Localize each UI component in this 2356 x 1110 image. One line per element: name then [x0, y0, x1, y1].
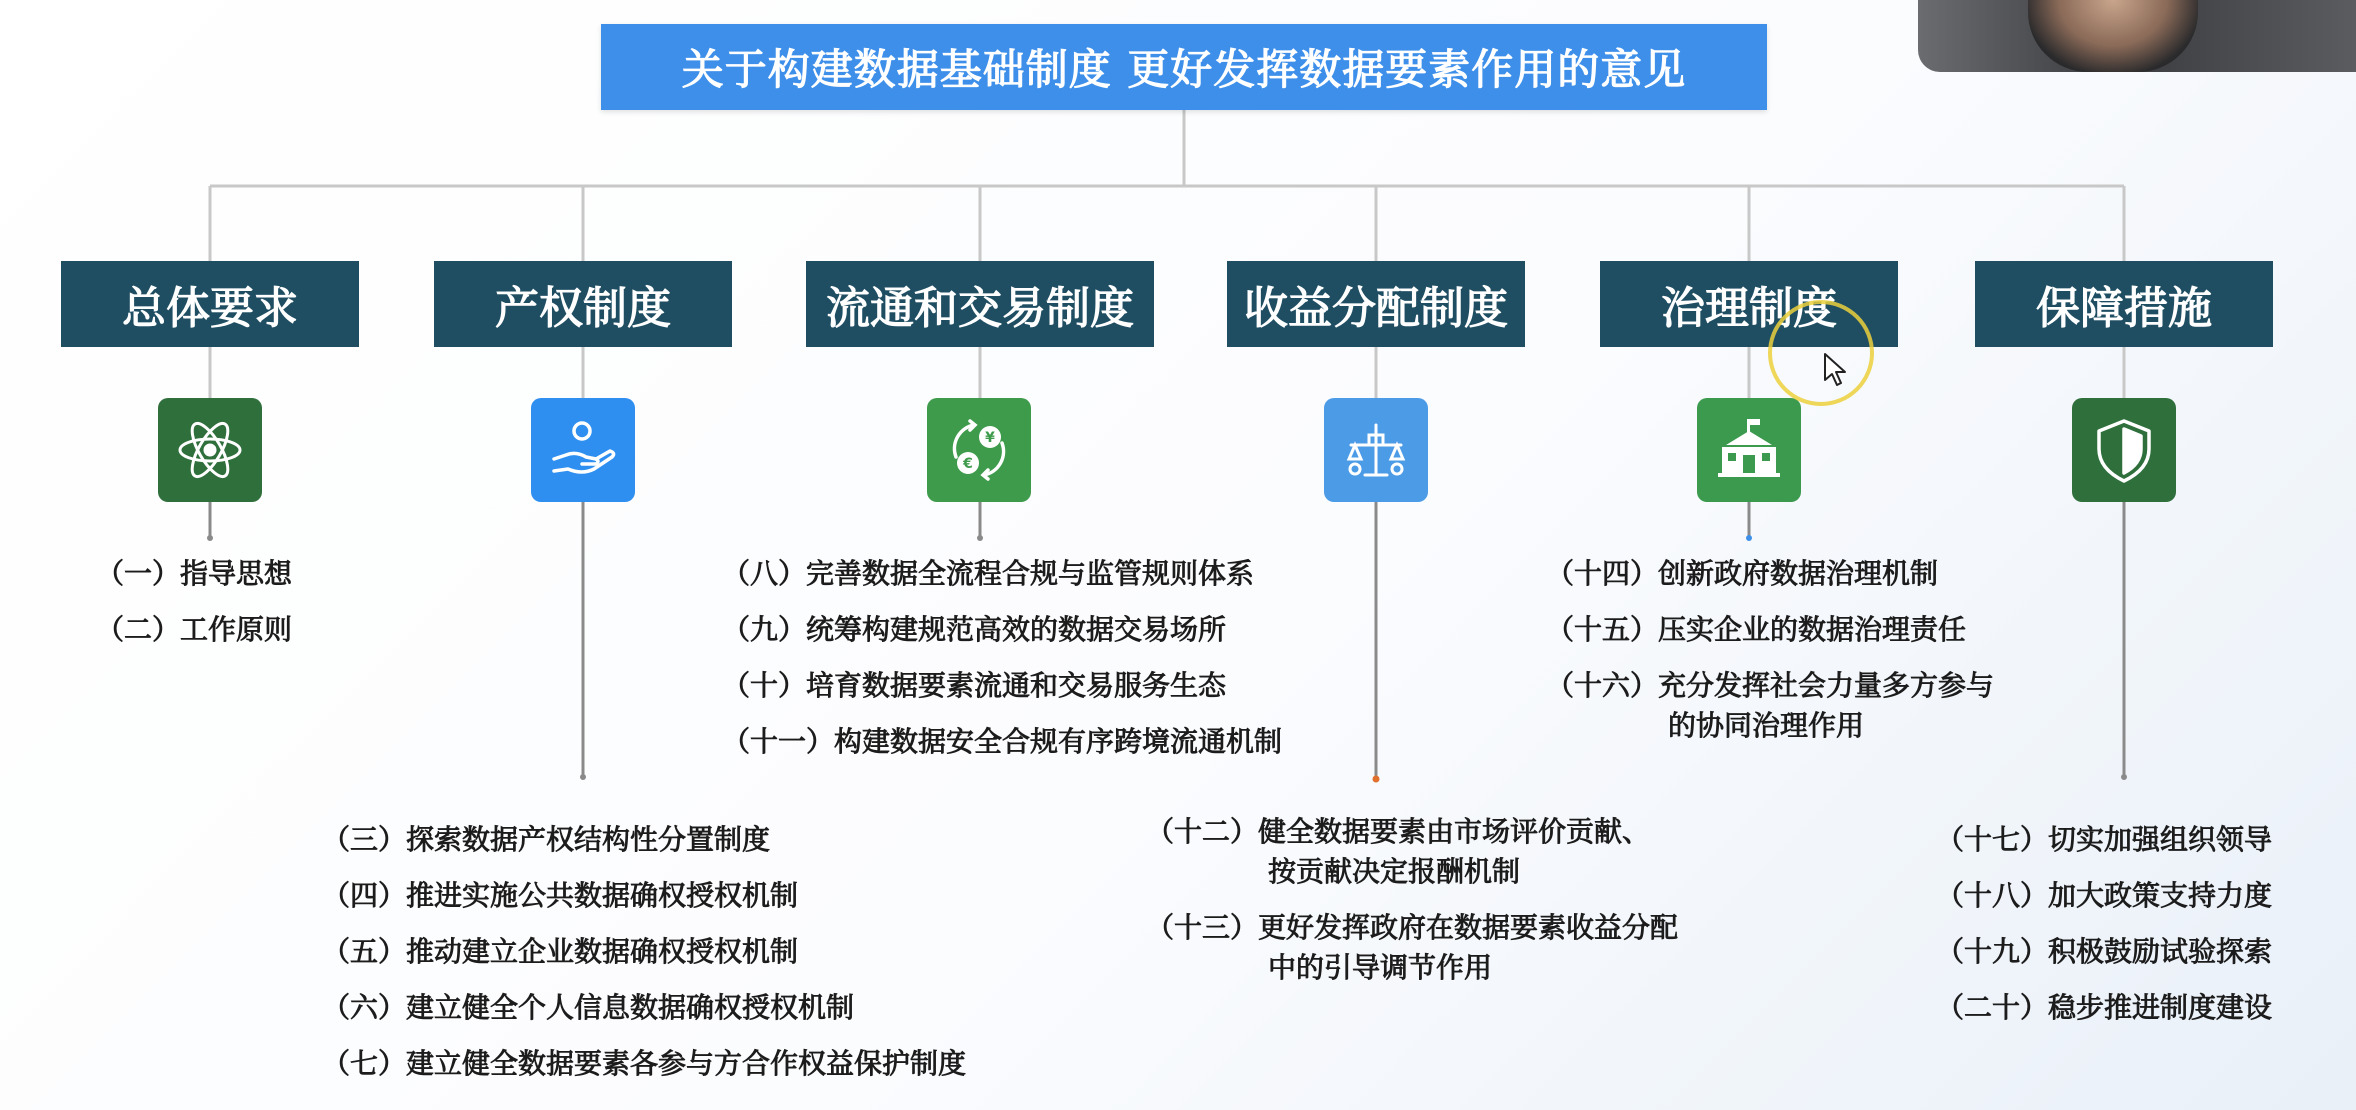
list-item: （十七）切实加强组织领导 — [1936, 823, 2273, 856]
diagram-title: 关于构建数据基础制度 更好发挥数据要素作用的意见 — [601, 24, 1767, 110]
cursor-highlight-ring — [1768, 300, 1874, 406]
presenter-video — [2028, 0, 2198, 72]
list-item: （八）完善数据全流程合规与监管规则体系 — [722, 557, 1255, 590]
webcam-overlay — [1918, 0, 2356, 72]
category-property-rights: 产权制度 — [434, 261, 732, 347]
svg-text:¥: ¥ — [985, 430, 995, 446]
shield-icon — [2072, 398, 2176, 502]
currency-exchange-icon — [927, 398, 1031, 502]
list-item: （二十）稳步推进制度建设 — [1936, 991, 2273, 1024]
list-item: （三）探索数据产权结构性分置制度 — [322, 823, 771, 856]
item-list-circulation-trading — [722, 546, 1282, 770]
list-item: （六）建立健全个人信息数据确权授权机制 — [322, 991, 855, 1024]
list-item: （十六）充分发挥社会力量多方参与 的协同治理作用 — [1546, 669, 1995, 742]
category-income-distribution: 收益分配制度 — [1227, 261, 1525, 347]
category-circulation-trading: 流通和交易制度 — [806, 261, 1154, 347]
svg-text:€: € — [963, 456, 973, 472]
atom-icon — [158, 398, 262, 502]
list-item: （十三）更好发挥政府在数据要素收益分配 中的引导调节作用 — [1146, 911, 1679, 984]
list-item: （五）推动建立企业数据确权授权机制 — [322, 935, 799, 968]
mouse-pointer-icon — [1823, 352, 1849, 388]
list-item: （二）工作原则 — [96, 613, 293, 646]
list-item: （十四）创新政府数据治理机制 — [1546, 557, 1939, 590]
hand-person-icon — [531, 398, 635, 502]
list-item: （十一）构建数据安全合规有序跨境流通机制 — [722, 725, 1283, 758]
category-governance: 治理制度 — [1600, 261, 1898, 347]
list-item: （一）指导思想 — [96, 557, 293, 590]
list-item: （十二）健全数据要素由市场评价贡献、 按贡献决定报酬机制 — [1146, 815, 1651, 888]
list-item: （十九）积极鼓励试验探索 — [1936, 935, 2273, 968]
item-list-income-distribution — [1146, 812, 1766, 1004]
item-list-overall-requirements — [96, 546, 292, 658]
category-safeguards: 保障措施 — [1975, 261, 2273, 347]
list-item: （四）推进实施公共数据确权授权机制 — [322, 879, 799, 912]
list-item: （十八）加大政策支持力度 — [1936, 879, 2273, 912]
government-building-icon — [1697, 398, 1801, 502]
category-overall-requirements: 总体要求 — [61, 261, 359, 347]
list-item: （十五）压实企业的数据治理责任 — [1546, 613, 1967, 646]
scale-icon — [1324, 398, 1428, 502]
item-list-governance — [1546, 546, 2066, 762]
item-list-safeguards — [1936, 812, 2272, 1036]
list-item: （七）建立健全数据要素各参与方合作权益保护制度 — [322, 1047, 967, 1080]
list-item: （九）统筹构建规范高效的数据交易场所 — [722, 613, 1227, 646]
item-list-property-rights — [322, 812, 966, 1092]
list-item: （十）培育数据要素流通和交易服务生态 — [722, 669, 1227, 702]
